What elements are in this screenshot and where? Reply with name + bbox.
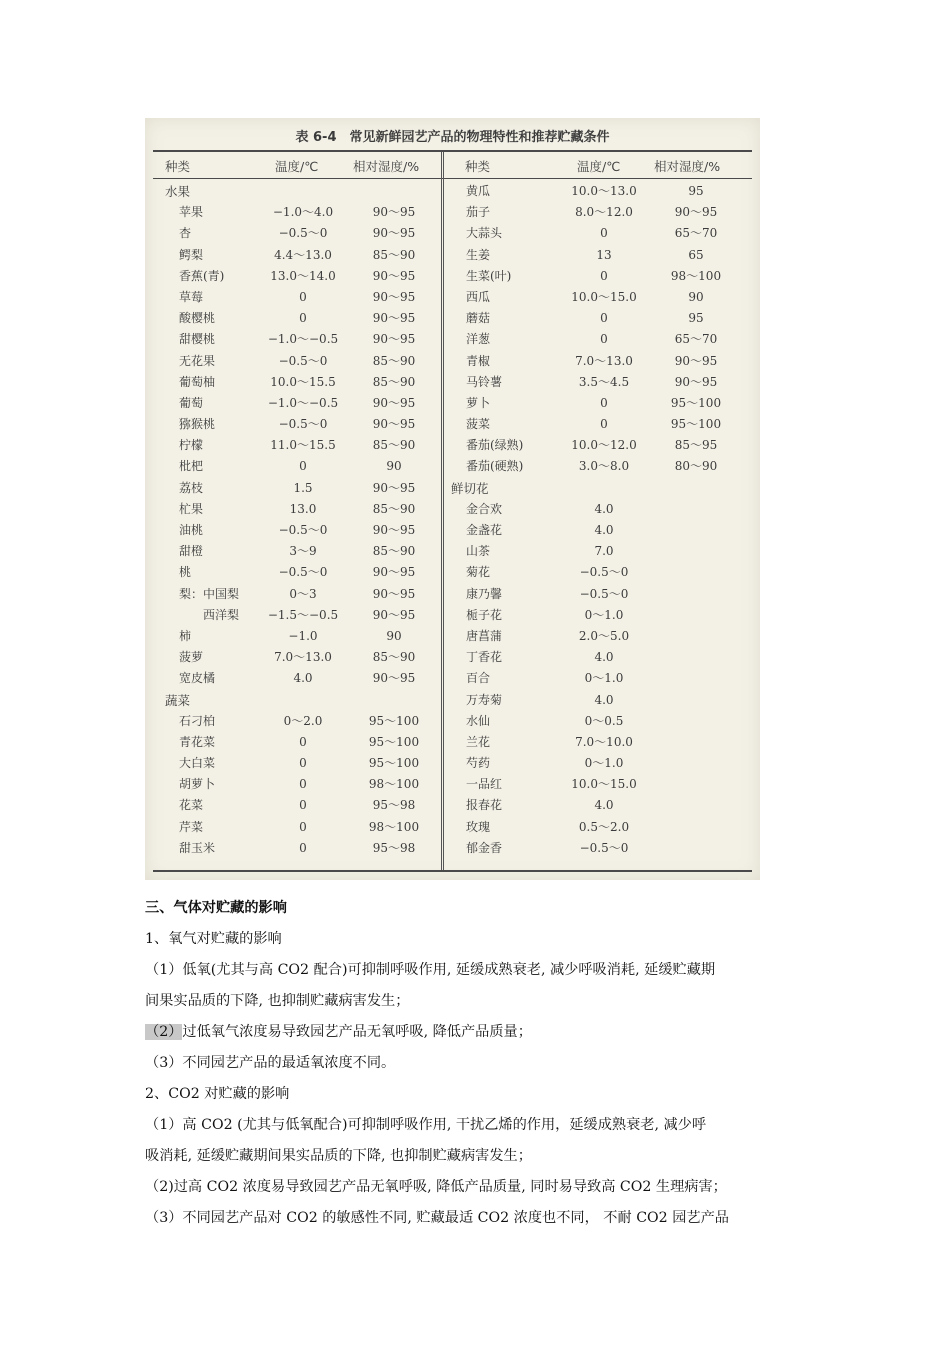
temperature-cell: 0 <box>600 395 608 410</box>
temperature-cell: 10.0～12.0 <box>571 438 637 453</box>
product-name: 西瓜 <box>466 289 491 304</box>
product-name: 葡萄 <box>179 395 204 410</box>
humidity-cell: 90～95 <box>674 205 718 220</box>
table-row <box>444 308 760 329</box>
table-row <box>444 351 760 372</box>
subsection-oxygen: 1、氧气对贮藏的影响 <box>145 931 282 947</box>
table-row <box>444 584 760 605</box>
temperature-cell: 2.0～5.0 <box>578 628 630 643</box>
table-row <box>145 308 441 329</box>
humidity-cell: 65 <box>688 247 704 262</box>
product-name: 栀子花 <box>466 607 503 622</box>
product-name: 马铃薯 <box>466 374 503 389</box>
table-row <box>145 817 441 838</box>
humidity-cell: 90～95 <box>674 374 718 389</box>
temperature-cell: 0 <box>299 798 307 813</box>
temperature-cell: −0.5～0 <box>278 417 328 432</box>
table-right-column <box>444 181 760 859</box>
header-temp-right: 温度/℃ <box>577 159 621 174</box>
table-row <box>444 435 760 456</box>
product-name: 芍药 <box>466 756 491 771</box>
temperature-cell: 10.0～15.0 <box>571 289 637 304</box>
humidity-cell: 85～90 <box>372 374 416 389</box>
table-row <box>145 478 441 499</box>
humidity-cell: 95～98 <box>372 840 416 855</box>
table-bottom-rule <box>153 870 752 872</box>
table-row <box>444 647 760 668</box>
product-name: 生姜 <box>466 247 491 262</box>
temperature-cell: −1.0～−0.5 <box>267 395 339 410</box>
table-row <box>444 541 760 562</box>
product-name: 石刁柏 <box>179 713 216 728</box>
co2-point-1-line-1: （1）高 CO2 (尤其与低氧配合)可抑制呼吸作用, 干扰乙烯的作用，延缓成熟衰老, 减少呼 <box>145 1117 707 1133</box>
co2-point-1-line-2: 吸消耗, 延缓贮藏期间果实品质的下降, 也抑制贮藏病害发生； <box>145 1148 532 1164</box>
product-name: 康乃馨 <box>466 586 503 601</box>
humidity-cell: 90～95 <box>372 289 416 304</box>
table-row <box>145 732 441 753</box>
humidity-cell: 95 <box>688 311 704 326</box>
temperature-cell: −0.5～0 <box>278 353 328 368</box>
table-row <box>444 690 760 711</box>
humidity-cell: 95～98 <box>372 798 416 813</box>
table-row <box>145 711 441 732</box>
humidity-cell: 90～95 <box>372 607 416 622</box>
section-heading: 三、气体对贮藏的影响 <box>145 900 287 916</box>
product-name: 萝卜 <box>466 395 491 410</box>
table-row <box>145 774 441 795</box>
table-row <box>444 456 760 477</box>
table-category-row <box>145 181 441 202</box>
table-row <box>145 795 441 816</box>
temperature-cell: 4.0 <box>594 798 614 813</box>
product-name: 水仙 <box>466 713 491 728</box>
product-name: 金合欢 <box>466 501 503 516</box>
header-kind-right: 种类 <box>465 159 491 174</box>
table-row <box>145 393 441 414</box>
temperature-cell: 4.4～13.0 <box>274 247 332 262</box>
temperature-cell: 10.0～15.5 <box>270 374 336 389</box>
product-name: 唐菖蒲 <box>466 628 503 643</box>
temperature-cell: 0 <box>299 459 307 474</box>
temperature-cell: 13.0 <box>289 501 317 516</box>
temperature-cell: 0 <box>299 756 307 771</box>
temperature-cell: −0.5～0 <box>278 226 328 241</box>
product-name: 草莓 <box>179 289 204 304</box>
humidity-cell: 85～90 <box>372 353 416 368</box>
product-name: 香蕉(青) <box>179 268 225 283</box>
category-name: 鲜切花 <box>451 480 489 496</box>
table-row <box>145 435 441 456</box>
table-scan-image <box>145 118 760 880</box>
temperature-cell: 4.0 <box>594 501 614 516</box>
temperature-cell: 4.0 <box>594 650 614 665</box>
humidity-cell: 90～95 <box>372 395 416 410</box>
table-row <box>444 181 760 202</box>
product-name: 金盏花 <box>466 523 503 537</box>
humidity-cell: 65～70 <box>674 226 718 241</box>
table-header-rule <box>153 178 752 179</box>
product-name: 玫瑰 <box>466 819 491 834</box>
table-row <box>444 202 760 223</box>
temperature-cell: 0～0.5 <box>584 713 624 728</box>
table-row <box>145 202 441 223</box>
product-name: 苹果 <box>179 205 204 220</box>
product-name: 菠萝 <box>179 650 204 665</box>
product-name: 芹菜 <box>179 819 204 834</box>
humidity-cell: 90～95 <box>372 226 416 241</box>
product-name: 桃 <box>179 565 192 580</box>
product-name: 枇杷 <box>179 459 204 474</box>
temperature-cell: 0 <box>600 417 608 432</box>
table-top-rule <box>153 150 752 152</box>
header-humidity-left: 相对湿度/% <box>353 159 420 174</box>
product-name: 胡萝卜 <box>179 777 216 792</box>
table-row <box>444 520 760 541</box>
table-row <box>444 817 760 838</box>
humidity-cell: 90～95 <box>372 671 416 686</box>
temperature-cell: 7.0 <box>594 544 614 559</box>
table-row <box>145 372 441 393</box>
table-row <box>444 329 760 350</box>
table-row <box>145 245 441 266</box>
product-name: 菠菜 <box>466 417 491 432</box>
table-row <box>145 584 441 605</box>
product-name: 蘑菇 <box>466 311 491 326</box>
header-temp-left: 温度/℃ <box>275 159 319 174</box>
table-row <box>444 732 760 753</box>
table-row <box>444 838 760 859</box>
article-body <box>145 893 815 1234</box>
oxygen-point-3: （3）不同园艺产品的最适氧浓度不同。 <box>145 1055 396 1071</box>
product-name: 花菜 <box>179 798 204 813</box>
product-name: 甜橙 <box>179 544 204 559</box>
table-row <box>444 393 760 414</box>
product-name: 甜玉米 <box>179 840 216 855</box>
humidity-cell: 90 <box>386 628 402 643</box>
table-row <box>145 414 441 435</box>
temperature-cell: 4.0 <box>293 671 313 686</box>
temperature-cell: 7.0～13.0 <box>274 650 332 665</box>
temperature-cell: −1.0 <box>288 628 318 643</box>
humidity-cell: 98～100 <box>368 819 420 834</box>
table-row <box>444 287 760 308</box>
humidity-cell: 85～90 <box>372 650 416 665</box>
product-name: 宽皮橘 <box>179 671 216 686</box>
product-name: 荔枝 <box>179 480 204 495</box>
humidity-cell: 95～100 <box>670 395 722 410</box>
temperature-cell: −1.0～4.0 <box>272 205 334 220</box>
subsection-co2: 2、CO2 对贮藏的影响 <box>145 1086 290 1102</box>
humidity-cell: 90～95 <box>372 417 416 432</box>
oxygen-point-1-line-2: 间果实品质的下降, 也抑制贮藏病害发生； <box>145 993 410 1009</box>
table-row <box>444 245 760 266</box>
oxygen-point-2 <box>145 1017 815 1048</box>
product-name: 洋葱 <box>466 332 491 347</box>
product-name: 一品红 <box>466 777 503 792</box>
temperature-cell: 0～1.0 <box>584 607 624 622</box>
co2-point-3: （3）不同园艺产品对 CO2 的敏感性不同, 贮藏最适 CO2 浓度也不同， 不耐 CO2 园艺产品 <box>145 1210 729 1226</box>
table-row <box>145 838 441 859</box>
oxygen-point-1-line-1: （1）低氧(尤其与高 CO2 配合)可抑制呼吸作用, 延缓成熟衰老, 减少呼吸消耗, 延缓贮藏期 <box>145 962 716 978</box>
product-name: 番茄(绿熟) <box>466 438 524 453</box>
temperature-cell: −0.5～0 <box>579 565 629 580</box>
humidity-cell: 95～100 <box>670 417 722 432</box>
humidity-cell: 65～70 <box>674 332 718 347</box>
table-category-row <box>145 690 441 711</box>
table-row <box>444 774 760 795</box>
humidity-cell: 90～95 <box>372 565 416 580</box>
humidity-cell: 80～90 <box>674 459 718 474</box>
humidity-cell: 85～95 <box>674 438 718 453</box>
table-row <box>444 499 760 520</box>
temperature-cell: 10.0～15.0 <box>571 777 637 792</box>
temperature-cell: 3.0～8.0 <box>578 459 630 474</box>
product-name: 鳄梨 <box>179 247 204 262</box>
category-name: 蔬菜 <box>165 692 191 708</box>
temperature-cell: −0.5～0 <box>579 586 629 601</box>
product-name: 茄子 <box>466 205 491 220</box>
table-row <box>145 647 441 668</box>
table-row <box>145 329 441 350</box>
humidity-cell: 98～100 <box>368 777 420 792</box>
product-name: 甜樱桃 <box>179 332 216 347</box>
product-name: 百合 <box>466 671 491 686</box>
temperature-cell: 7.0～10.0 <box>575 734 633 749</box>
table-row <box>145 223 441 244</box>
product-name: 大白菜 <box>179 756 216 771</box>
humidity-cell: 95～100 <box>368 734 420 749</box>
table-row <box>145 266 441 287</box>
humidity-cell: 90～95 <box>372 480 416 495</box>
product-name: 梨：中国梨 <box>179 586 240 601</box>
humidity-cell: 95 <box>688 184 704 198</box>
table-row <box>145 605 441 626</box>
humidity-cell: 95～100 <box>368 756 420 771</box>
temperature-cell: 11.0～15.5 <box>270 438 336 453</box>
temperature-cell: 3～9 <box>289 544 317 559</box>
product-name: 杧果 <box>179 501 204 516</box>
temperature-cell: −1.5～−0.5 <box>267 607 339 622</box>
humidity-cell: 90～95 <box>372 268 416 283</box>
table-row <box>444 711 760 732</box>
temperature-cell: 0 <box>299 819 307 834</box>
product-name: 万寿菊 <box>466 692 503 707</box>
product-name: 青椒 <box>466 353 491 368</box>
humidity-cell: 90～95 <box>372 332 416 347</box>
temperature-cell: 0 <box>299 311 307 326</box>
temperature-cell: 13 <box>596 247 612 262</box>
category-name: 水果 <box>165 184 191 199</box>
temperature-cell: 0～2.0 <box>283 713 323 728</box>
humidity-cell: 90 <box>688 289 704 304</box>
humidity-cell: 90 <box>386 459 402 474</box>
table-row <box>444 372 760 393</box>
table-row <box>444 562 760 583</box>
temperature-cell: 0 <box>299 840 307 855</box>
temperature-cell: 0～1.0 <box>584 671 624 686</box>
humidity-cell: 90～95 <box>372 205 416 220</box>
table-row <box>444 223 760 244</box>
humidity-cell: 95～100 <box>368 713 420 728</box>
product-name: 杏 <box>179 226 192 241</box>
temperature-cell: 4.0 <box>594 692 614 707</box>
temperature-cell: 0 <box>600 226 608 241</box>
table-row <box>444 605 760 626</box>
product-name: 报春花 <box>466 798 503 813</box>
table-row <box>145 562 441 583</box>
humidity-cell: 98～100 <box>670 268 722 283</box>
table-row <box>145 456 441 477</box>
product-name: 青花菜 <box>179 734 216 749</box>
table-row <box>444 795 760 816</box>
table-row <box>145 520 441 541</box>
humidity-cell: 90～95 <box>674 353 718 368</box>
product-name: 山茶 <box>466 544 491 559</box>
product-name: 油桃 <box>179 523 204 537</box>
table-row <box>444 266 760 287</box>
table-row <box>145 668 441 689</box>
product-name: 柿 <box>179 628 192 643</box>
table-row <box>444 626 760 647</box>
product-name: 大蒜头 <box>466 226 503 241</box>
table-row <box>145 499 441 520</box>
temperature-cell: 13.0～14.0 <box>270 268 336 283</box>
product-name: 葡萄柚 <box>179 374 216 389</box>
temperature-cell: 10.0～13.0 <box>571 184 637 198</box>
table-row <box>145 626 441 647</box>
product-name: 郁金香 <box>466 840 503 855</box>
table-row <box>145 351 441 372</box>
temperature-cell: 4.0 <box>594 523 614 537</box>
table-row <box>145 541 441 562</box>
product-name: 生菜(叶) <box>466 268 512 283</box>
product-name: 兰花 <box>466 734 491 749</box>
table-row <box>145 287 441 308</box>
selection-highlight: （2） <box>145 1024 183 1040</box>
humidity-cell: 90～95 <box>372 586 416 601</box>
temperature-cell: 0～1.0 <box>584 756 624 771</box>
product-name: 丁香花 <box>466 650 503 665</box>
temperature-cell: 0 <box>299 734 307 749</box>
temperature-cell: 0.5～2.0 <box>578 819 630 834</box>
temperature-cell: 0 <box>299 289 307 304</box>
header-kind-left: 种类 <box>165 159 191 174</box>
product-name: 无花果 <box>179 353 216 368</box>
temperature-cell: 0 <box>600 332 608 347</box>
header-humidity-right: 相对湿度/% <box>654 159 721 174</box>
table-row <box>444 668 760 689</box>
product-name: 猕猴桃 <box>179 417 216 432</box>
temperature-cell: −0.5～0 <box>579 840 629 855</box>
co2-point-2: （2)过高 CO2 浓度易导致园艺产品无氧呼吸, 降低产品质量, 同时易导致高 CO2 生理病害； <box>145 1179 727 1195</box>
temperature-cell: −0.5～0 <box>278 565 328 580</box>
table-category-row <box>444 478 760 499</box>
temperature-cell: −1.0～−0.5 <box>267 332 339 347</box>
humidity-cell: 90～95 <box>372 523 416 537</box>
table-row <box>444 414 760 435</box>
product-name: 柠檬 <box>179 438 204 453</box>
table-row <box>444 753 760 774</box>
temperature-cell: 3.5～4.5 <box>578 374 630 389</box>
temperature-cell: 7.0～13.0 <box>575 353 633 368</box>
temperature-cell: 0 <box>299 777 307 792</box>
humidity-cell: 90～95 <box>372 311 416 326</box>
humidity-cell: 85～90 <box>372 438 416 453</box>
temperature-cell: 0～3 <box>289 586 317 601</box>
product-name: 菊花 <box>466 565 491 580</box>
temperature-cell: 0 <box>600 311 608 326</box>
humidity-cell: 85～90 <box>372 544 416 559</box>
oxygen-point-2-text: 过低氧气浓度易导致园艺产品无氧呼吸, 降低产品质量； <box>182 1024 532 1040</box>
table-left-column <box>145 181 441 859</box>
temperature-cell: −0.5～0 <box>278 523 328 537</box>
product-name: 黄瓜 <box>466 184 491 198</box>
product-name: 番茄(硬熟) <box>466 459 524 474</box>
temperature-cell: 0 <box>600 268 608 283</box>
product-name: 酸樱桃 <box>179 311 216 326</box>
temperature-cell: 1.5 <box>293 480 313 495</box>
temperature-cell: 8.0～12.0 <box>575 205 633 220</box>
table-row <box>145 753 441 774</box>
product-name: 西洋梨 <box>203 607 240 622</box>
table-title: 表 6-4 常见新鲜园艺产品的物理特性和推荐贮藏条件 <box>295 130 610 145</box>
humidity-cell: 85～90 <box>372 501 416 516</box>
humidity-cell: 85～90 <box>372 247 416 262</box>
